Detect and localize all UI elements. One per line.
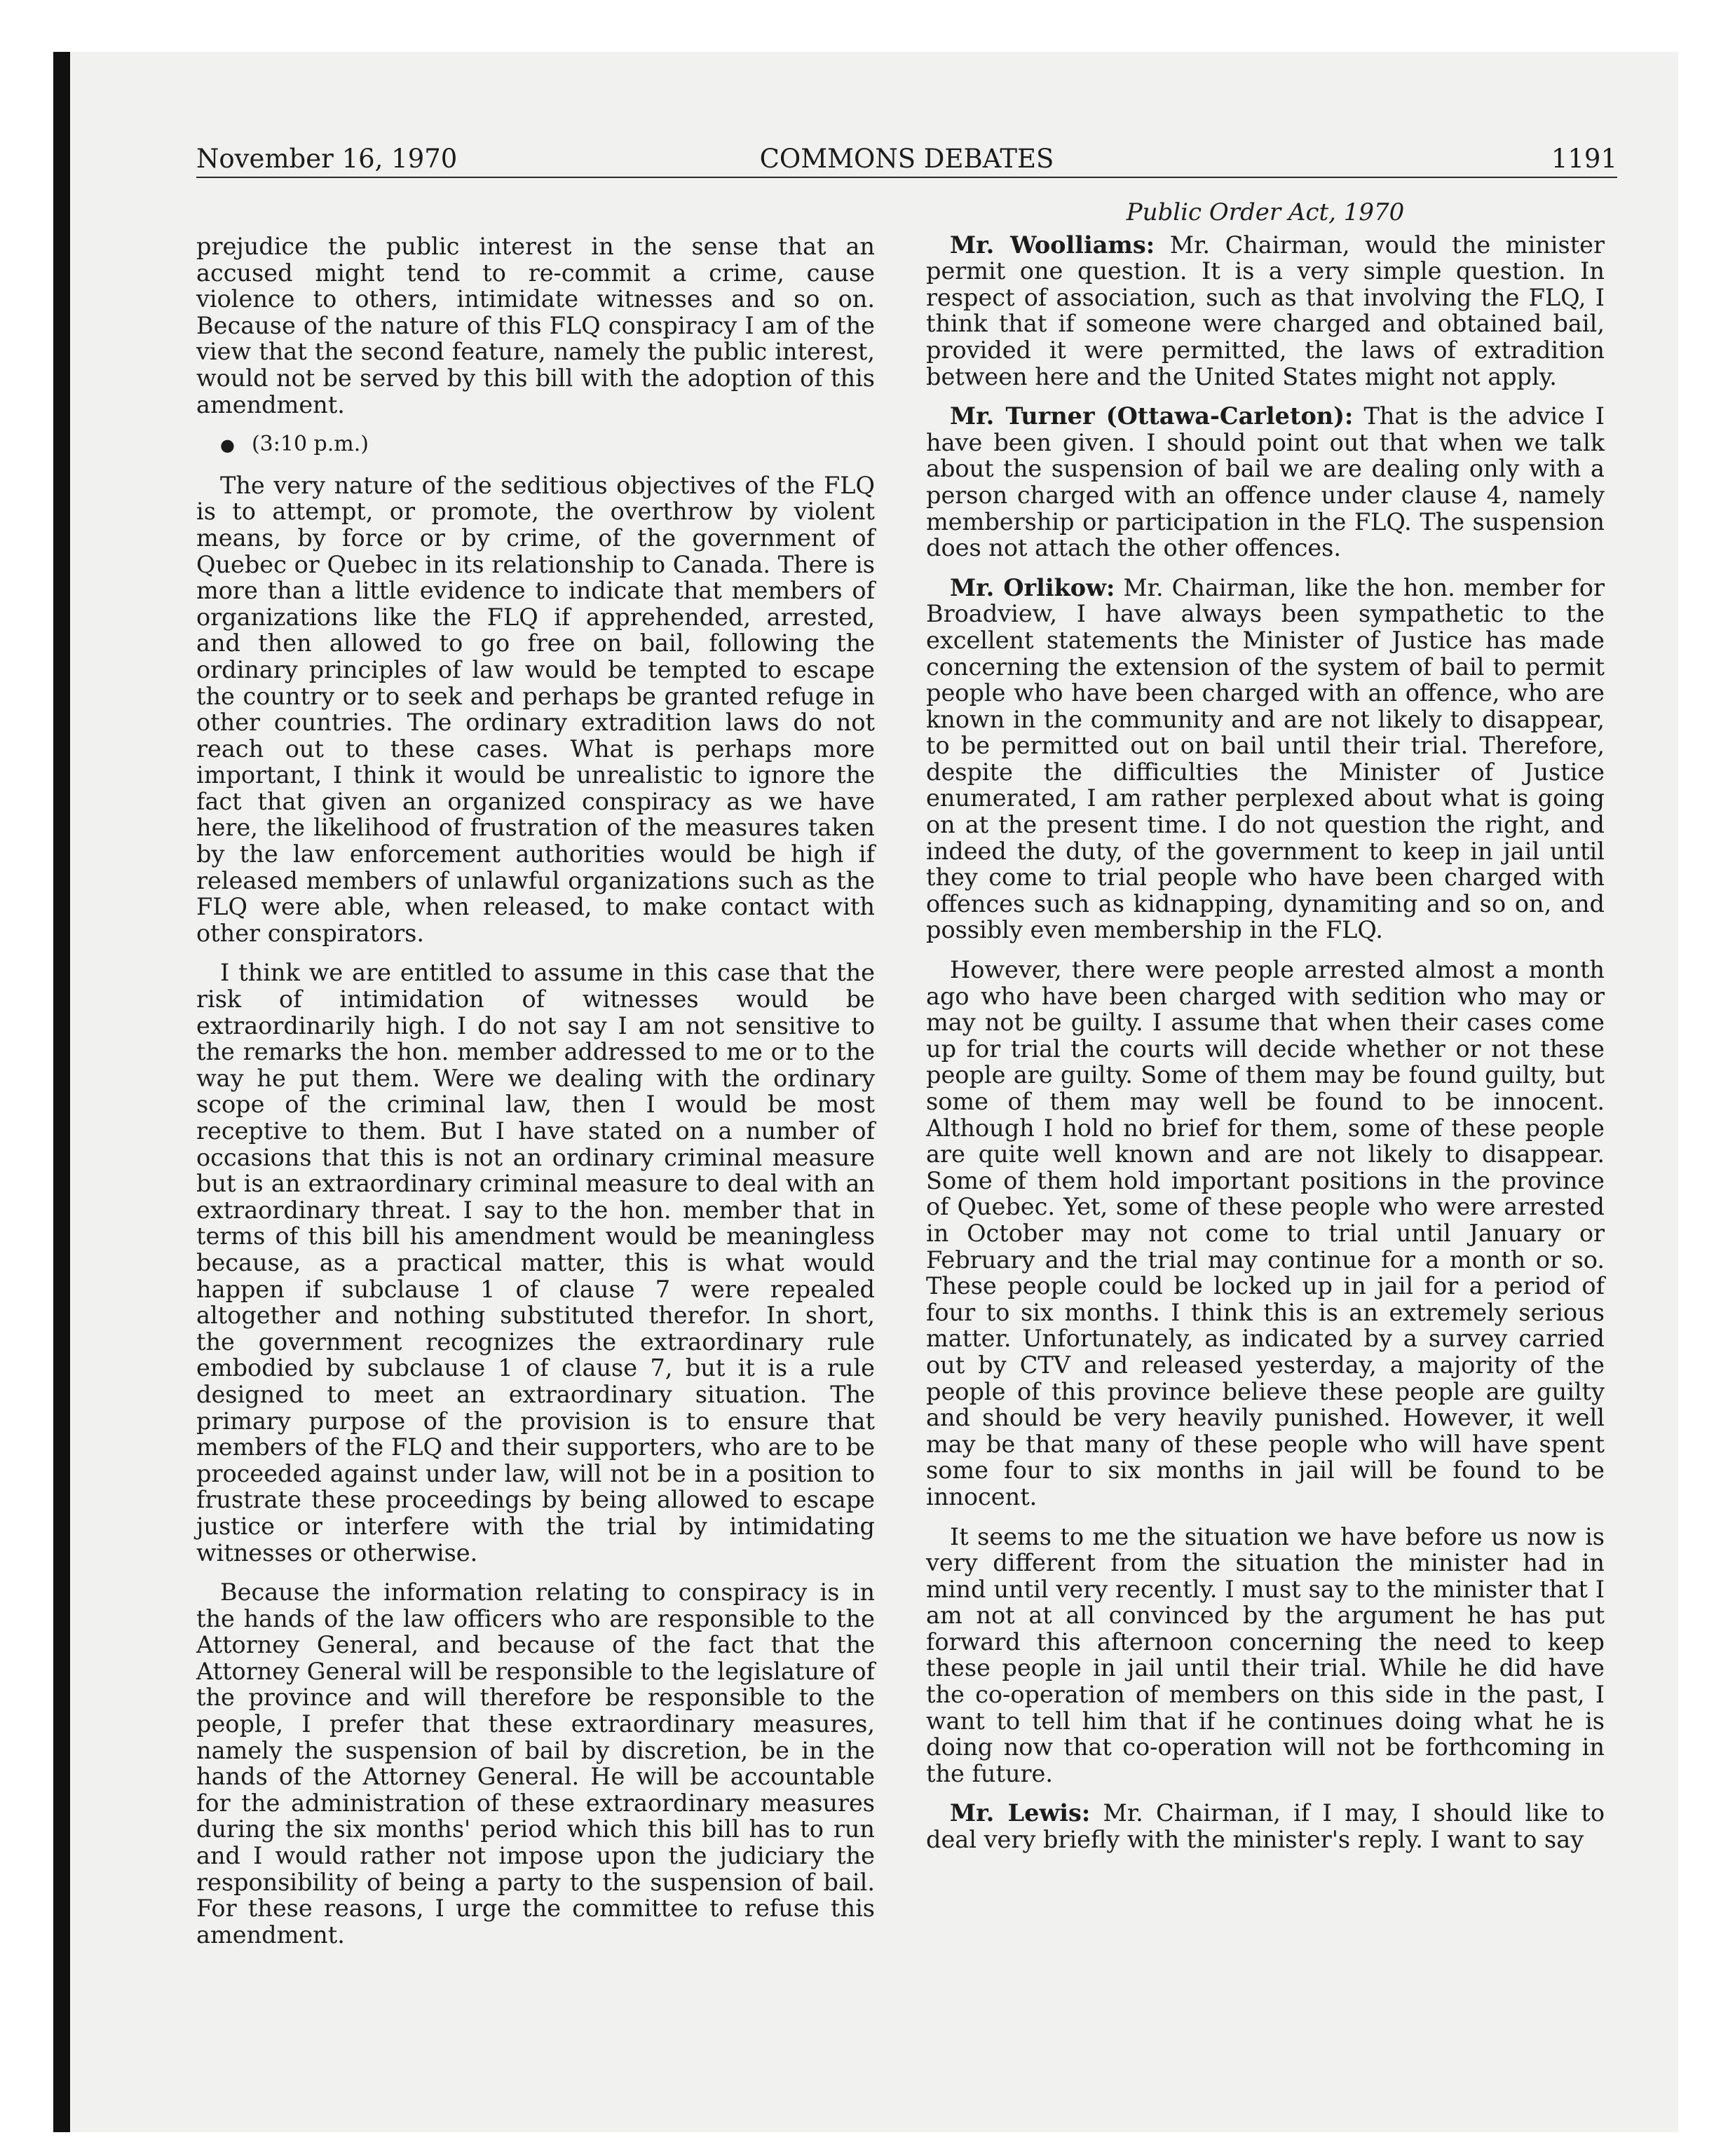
speech-text: Mr. Chairman, would the minister permit one question. It is a very simple question. In respect of association, such as that involving the FLQ, I think that if someone were charged and obtained bail, provided it were permitted, the laws of extradition between here and the United States might not apply. — [926, 231, 1605, 390]
running-header — [196, 142, 1617, 177]
speech-text: That is the advice I have been given. I should point out that when we talk about the suspension of bail we are dealing only with a person charged with an offence under clause 4, namely membership or participation in the FLQ. The suspension does not attach the other offences. — [926, 402, 1605, 562]
paragraph: It seems to me the situation we have before us now is very different from the situation the minister had in mind until very recently. I must say to the minister that I am not at all convinced by the argument he has put forward this afternoon concerning the need to keep these people in jail until their trial. While he did have the co-operation of members on this side in the past, I want to tell him that if he continues doing what he is doing now that co-operation will not be forthcoming in the future. — [926, 1522, 1605, 1787]
paragraph: I think we are entitled to assume in this case that the risk of intimidation of witnesses would be extraordinarily high. I do not say I am not sensitive to the remarks the hon. member addressed to me or to the way he put them. Were we dealing with the ordinary scope of the criminal law, then I would be most receptive to them. But I have stated on a number of occasions that this is not an ordinary criminal measure but is an extraordinary criminal measure to deal with an extraordinary threat. I say to the hon. member that in terms of this bill his amendment would be meaningless because, as a practical matter, this is what would happen if subclause 1 of clause 7 were repealed altogether and nothing substituted therefor. In short, the government recognizes the extraordinary rule embodied by subclause 1 of clause 7, but it is a rule designed to meet an extraordinary situation. The primary purpose of the provision is to ensure that members of the FLQ and their supporters, who are to be proceeded against under law, will not be in a position to frustrate these proceedings by being allowed to escape justice or interfere with the trial by intimidating witnesses or otherwise. — [196, 959, 875, 1567]
timestamp — [196, 431, 875, 459]
paragraph: Because the information relating to conspiracy is in the hands of the law officers who are responsible to the Attorney General, and because of the fact that the Attorney General will be responsible to the legislature of the province and will therefore be responsible to the people, I prefer that these extraordinary measures, namely the suspension of bail by discretion, be in the hands of the Attorney General. He will be accountable for the administration of these extraordinary measures during the six months' period which this bill has to run and I would rather not impose upon the judiciary the responsibility of being a party to the suspension of bail. For these reasons, I urge the committee to refuse this amendment. — [196, 1578, 875, 1949]
speech — [926, 1800, 1605, 1853]
speaker-name: Mr. Woolliams: — [950, 231, 1155, 259]
section-heading: Public Order Act, 1970 — [1126, 198, 1405, 226]
speech — [926, 232, 1605, 390]
speaker-name: Mr. Orlikow: — [950, 573, 1115, 601]
speech — [926, 403, 1605, 561]
speech — [926, 575, 1605, 943]
speaker-name: Mr. Lewis: — [950, 1799, 1091, 1827]
right-column — [926, 200, 1605, 1867]
speech-text: Mr. Chairman, if I may, I should like to deal very briefly with the minister's reply. I want to say — [926, 1799, 1605, 1854]
bullet-icon: ● — [220, 435, 235, 456]
speaker-name: Mr. Turner (Ottawa-Carleton): — [950, 402, 1354, 430]
header-rule — [196, 177, 1617, 178]
timestamp-text: (3:10 p.m.) — [251, 432, 369, 457]
paragraph: The very nature of the seditious objectives of the FLQ is to attempt, or promote, the overthrow by violent means, by force or by crime, of the government of Quebec or Quebec in its relationship to Canada. There is more than a little evidence to indicate that members of organizations like the FLQ if apprehended, arrested, and then allowed to go free on bail, following the ordinary principles of law would be tempted to escape the country or to seek and perhaps be granted refuge in other countries. The ordinary extradition laws do not reach out to these cases. What is perhaps more important, I think it would be unrealistic to ignore the fact that given an organized conspiracy as we have here, the likelihood of frustration of the measures taken by the law enforcement authorities would be high if released members of unlawful organizations such as the FLQ were able, when released, to make contact with other conspirators. — [196, 471, 875, 947]
header-date: November 16, 1970 — [196, 144, 458, 174]
paragraph: prejudice the public interest in the sense that an accused might tend to re-commit a crime, cause violence to others, intimidate witnesses and so on. Because of the nature of this FLQ conspiracy I am of the view that the second feature, namely the public interest, would not be served by this bill with the adoption of this amendment. — [196, 233, 875, 418]
scan-edge-bar — [53, 52, 70, 2132]
header-title: COMMONS DEBATES — [759, 144, 1054, 174]
page-number: 1191 — [1551, 144, 1617, 174]
paragraph: However, there were people arrested almost a month ago who have been charged with sedition who may or may not be guilty. I assume that when their cases come up for trial the courts will decide whether or not these people are guilty. Some of them may be found guilty, but some of them may well be found to be innocent. Although I hold no brief for them, some of these people are quite well known and are not likely to disappear. Some of them hold important positions in the province of Quebec. Yet, some of these people who were arrested in October may not come to trial until January or February and the trial may continue for a month or so. These people could be locked up in jail for a period of four to six months. I think this is an extremely serious matter. Unfortunately, as indicated by a survey carried out by CTV and released yesterday, a majority of the people of this province believe these people are guilty and should be very heavily punished. However, it well may be that many of these people who will have spent some four to six months in jail will be found to be innocent. — [926, 956, 1605, 1510]
left-column — [196, 233, 875, 1961]
speech-text: Mr. Chairman, like the hon. member for Broadview, I have always been sympathetic to the excellent statements the Minister of Justice has made concerning the extension of the system of bail to permit people who have been charged with an offence, who are known in the community and are not likely to disappear, to be permitted out on bail until their trial. Therefore, despite the difficulties the Minister of Justice enumerated, I am rather perplexed about what is going on at the present time. I do not question the right, and indeed the duty, of the government to keep in jail until they come to trial people who have been charged with offences such as kidnapping, dynamiting and so on, and possibly even membership in the FLQ. — [926, 573, 1605, 944]
